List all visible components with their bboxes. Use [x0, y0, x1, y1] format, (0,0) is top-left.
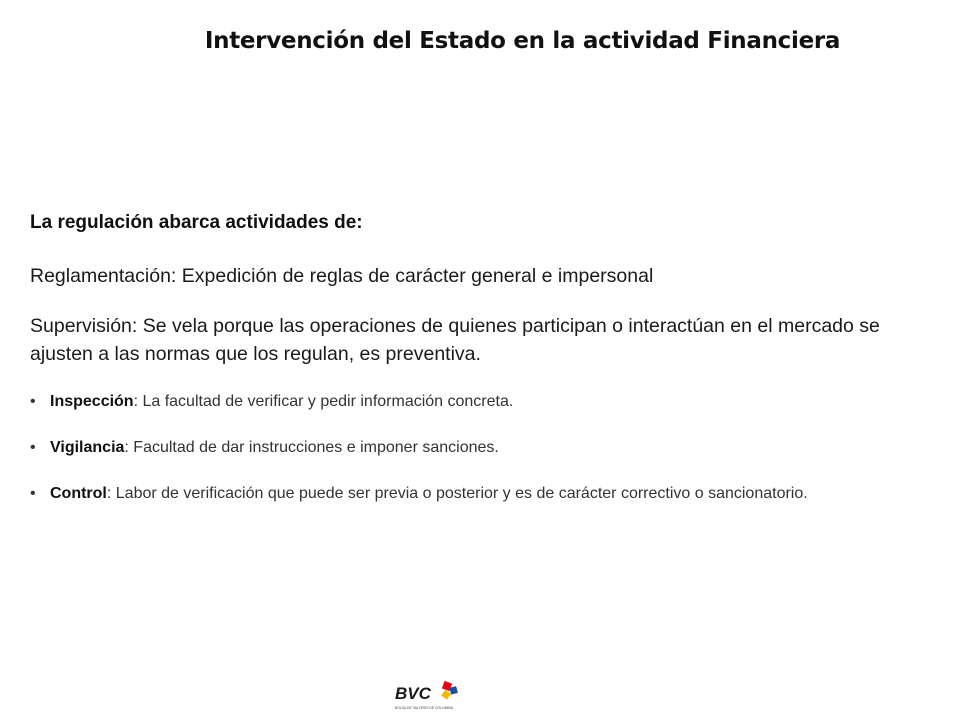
bullet-item-control: [30, 482, 870, 506]
slide-title: Intervención del Estado en la actividad Financiera: [204, 28, 841, 54]
bullet-text: Facultad de dar instrucciones e imponer sanciones.: [133, 439, 499, 456]
bullet-icon: •: [30, 393, 36, 410]
bullet-term: Control: [50, 485, 107, 502]
bullet-list: [30, 390, 910, 506]
bullet-item-vigilancia: [30, 436, 870, 460]
bullet-separator: :: [124, 439, 134, 456]
bullet-separator: :: [133, 393, 143, 410]
bullet-icon: •: [30, 439, 36, 456]
bullet-icon: •: [30, 485, 36, 502]
bullet-term: Vigilancia: [50, 439, 125, 456]
bullet-text: La facultad de verificar y pedir información concreta.: [142, 393, 514, 410]
paragraph-reglamentacion: Reglamentación: Expedición de reglas de carácter general e impersonal: [30, 265, 654, 287]
bullet-separator: :: [106, 485, 116, 502]
bullet-text: Labor de verificación que puede ser previa o posterior y es de carácter correctivo o sancionatorio.: [115, 485, 808, 502]
paragraph-supervision: Supervisión: Se vela porque las operaciones de quienes participan o interactúan en el mercado se ajusten a las normas que los regulan, es preventiva.: [30, 315, 880, 365]
logo-wordmark: BVC: [395, 684, 431, 703]
slide-body: [30, 212, 910, 528]
logo-mark-yellow: [441, 690, 451, 700]
section-heading: La regulación abarca actividades de:: [30, 212, 363, 233]
bvc-logo-icon: [393, 678, 465, 712]
bullet-term: Inspección: [50, 393, 134, 410]
logo-subtext: BOLSA DE VALORES DE COLOMBIA: [395, 706, 453, 710]
bullet-item-inspeccion: [30, 390, 870, 414]
